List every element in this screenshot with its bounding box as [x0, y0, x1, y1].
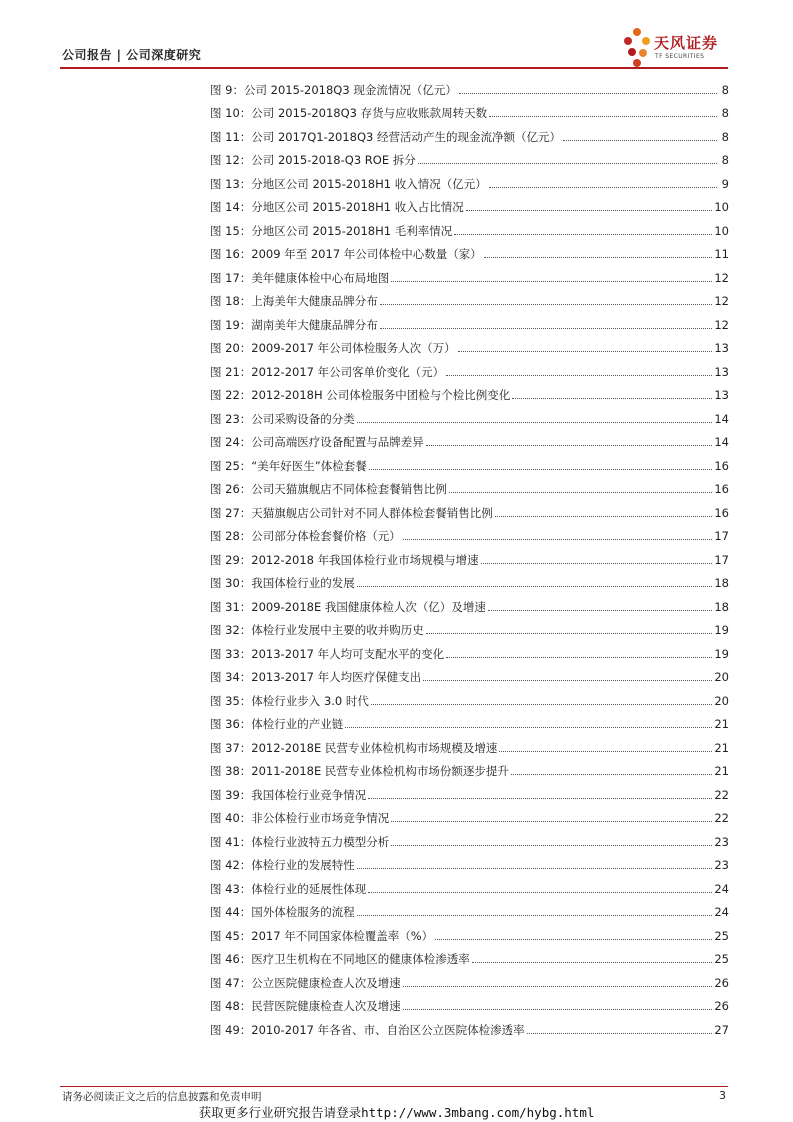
toc-label: 图 39：我国体检行业竞争情况	[210, 787, 367, 802]
toc-leader-dots	[380, 328, 713, 329]
toc-label: 图 44：国外体检服务的流程	[210, 905, 355, 919]
toc-row[interactable]	[210, 802, 729, 826]
toc-row[interactable]	[210, 755, 729, 779]
toc-page-number: 11	[714, 247, 729, 261]
toc-page-number: 27	[714, 1022, 729, 1037]
toc-row[interactable]	[210, 238, 729, 262]
toc-leader-dots	[371, 704, 712, 705]
toc-page-number: 8	[721, 129, 729, 144]
toc-label: 图 24：公司高端医疗设备配置与品牌差异	[210, 435, 424, 449]
toc-leader-dots	[563, 140, 717, 141]
toc-row[interactable]	[210, 73, 729, 97]
toc-row[interactable]	[210, 919, 729, 943]
toc-row[interactable]	[210, 966, 729, 990]
toc-label: 图 45：2017 年不同国家体检覆盖率（%）	[210, 928, 434, 943]
toc-row[interactable]	[210, 849, 729, 873]
toc-label: 图 31：2009-2018E 我国健康体检人次（亿）及增速	[210, 599, 486, 614]
toc-leader-dots	[435, 939, 712, 940]
toc-leader-dots	[418, 163, 717, 164]
toc-row[interactable]	[210, 191, 729, 215]
toc-label: 图 36：体检行业的产业链	[210, 717, 344, 731]
toc-page-number: 16	[714, 482, 729, 496]
toc-label: 图 27：天猫旗舰店公司针对不同人群体检套餐销售比例	[210, 505, 493, 520]
toc-row[interactable]	[210, 285, 729, 309]
toc-page-number: 8	[721, 106, 729, 120]
toc-leader-dots	[380, 304, 713, 305]
toc-leader-dots	[391, 821, 712, 822]
toc-row[interactable]	[210, 449, 729, 473]
toc-label: 图 18：上海美年大健康品牌分布	[210, 294, 378, 308]
toc-row[interactable]	[210, 637, 729, 661]
toc-label: 图 40：非公体检行业市场竞争情况	[210, 811, 390, 825]
toc-page-number: 16	[714, 458, 729, 473]
toc-leader-dots	[481, 563, 713, 564]
toc-page-number: 13	[714, 341, 729, 355]
toc-page-number: 14	[714, 411, 729, 426]
page-number: 3	[719, 1089, 726, 1102]
toc-row[interactable]	[210, 590, 729, 614]
toc-label: 图 9：公司 2015-2018Q3 现金流情况（亿元）	[210, 82, 457, 97]
footer-divider	[60, 1086, 728, 1087]
figure-list	[210, 73, 729, 1037]
toc-row[interactable]	[210, 661, 729, 685]
header-title: 公司报告 | 公司深度研究	[62, 48, 202, 62]
toc-label: 图 16：2009 年至 2017 年公司体检中心数量（家）	[210, 247, 482, 261]
toc-label: 图 34：2013-2017 年人均医疗保健支出	[210, 670, 422, 684]
toc-label: 图 20：2009-2017 年公司体检服务人次（万）	[210, 341, 456, 355]
toc-page-number: 20	[714, 670, 729, 684]
toc-leader-dots	[423, 680, 712, 681]
toc-label: 图 33：2013-2017 年人均可支配水平的变化	[210, 646, 445, 661]
toc-row[interactable]	[210, 896, 729, 920]
toc-leader-dots	[357, 422, 713, 423]
toc-page-number: 12	[714, 294, 729, 308]
toc-page-number: 12	[714, 317, 729, 332]
toc-label: 图 41：体检行业波特五力模型分析	[210, 834, 390, 849]
toc-page-number: 21	[714, 717, 729, 731]
toc-page-number: 8	[721, 82, 729, 97]
toc-label: 图 29：2012-2018 年我国体检行业市场规模与增速	[210, 552, 479, 567]
toc-leader-dots	[446, 657, 712, 658]
toc-page-number: 19	[714, 623, 729, 637]
toc-leader-dots	[357, 915, 713, 916]
toc-leader-dots	[459, 93, 717, 94]
toc-page-number: 25	[714, 952, 729, 966]
toc-label: 图 19：湖南美年大健康品牌分布	[210, 317, 378, 332]
toc-page-number: 26	[714, 975, 729, 990]
toc-label: 图 42：体检行业的发展特性	[210, 858, 355, 872]
toc-label: 图 10：公司 2015-2018Q3 存货与应收账款周转天数	[210, 106, 488, 120]
toc-row[interactable]	[210, 308, 729, 332]
toc-leader-dots	[454, 234, 712, 235]
toc-label: 图 21：2012-2017 年公司客单价变化（元）	[210, 364, 445, 379]
toc-leader-dots	[403, 1009, 713, 1010]
toc-leader-dots	[527, 1033, 713, 1034]
toc-row[interactable]	[210, 144, 729, 168]
toc-row[interactable]	[210, 872, 729, 896]
toc-page-number: 18	[714, 576, 729, 590]
toc-label: 图 46：医疗卫生机构在不同地区的健康体检渗透率	[210, 952, 470, 966]
toc-leader-dots	[403, 539, 713, 540]
toc-page-number: 18	[714, 599, 729, 614]
toc-leader-dots	[368, 798, 712, 799]
toc-label: 图 48：民营医院健康检查人次及增速	[210, 999, 401, 1013]
toc-row[interactable]	[210, 778, 729, 802]
toc-row[interactable]	[210, 355, 729, 379]
logo-subtitle: TF SECURITIES	[655, 53, 705, 60]
toc-label: 图 17：美年健康体检中心布局地图	[210, 270, 390, 285]
toc-leader-dots	[345, 727, 712, 728]
toc-row[interactable]	[210, 990, 729, 1014]
toc-row[interactable]	[210, 825, 729, 849]
toc-leader-dots	[391, 281, 712, 282]
toc-leader-dots	[512, 398, 712, 399]
toc-page-number: 10	[714, 223, 729, 238]
toc-leader-dots	[426, 445, 713, 446]
toc-label: 图 11：公司 2017Q1-2018Q3 经营活动产生的现金流净额（亿元）	[210, 129, 562, 144]
toc-leader-dots	[368, 892, 712, 893]
toc-row[interactable]	[210, 614, 729, 638]
toc-page-number: 26	[714, 999, 729, 1013]
toc-row[interactable]	[210, 1013, 729, 1037]
toc-page-number: 20	[714, 693, 729, 708]
toc-label: 图 15：分地区公司 2015-2018H1 毛利率情况	[210, 223, 453, 238]
toc-leader-dots	[499, 751, 712, 752]
toc-page-number: 10	[714, 200, 729, 214]
toc-leader-dots	[357, 586, 713, 587]
toc-label: 图 22：2012-2018H 公司体检服务中团检与个检比例变化	[210, 388, 511, 402]
toc-page-number: 25	[714, 928, 729, 943]
toc-page-number: 17	[714, 552, 729, 567]
toc-leader-dots	[488, 610, 712, 611]
toc-row[interactable]	[210, 543, 729, 567]
toc-label: 图 23：公司采购设备的分类	[210, 411, 355, 426]
toc-leader-dots	[426, 633, 713, 634]
toc-page-number: 12	[714, 270, 729, 285]
toc-leader-dots	[458, 351, 713, 352]
toc-row[interactable]	[210, 214, 729, 238]
toc-label: 图 12：公司 2015-2018-Q3 ROE 拆分	[210, 153, 416, 167]
toc-leader-dots	[489, 116, 717, 117]
toc-page-number: 22	[714, 811, 729, 825]
toc-row[interactable]	[210, 167, 729, 191]
toc-label: 图 47：公立医院健康检查人次及增速	[210, 975, 401, 990]
logo-mark-icon	[622, 26, 652, 70]
toc-label: 图 25：“美年好医生”体检套餐	[210, 458, 367, 473]
toc-leader-dots	[357, 868, 713, 869]
toc-label: 图 37：2012-2018E 民营专业体检机构市场规模及增速	[210, 740, 498, 755]
toc-leader-dots	[484, 257, 713, 258]
toc-page-number: 24	[714, 905, 729, 919]
toc-page-number: 14	[714, 435, 729, 449]
toc-leader-dots	[391, 845, 712, 846]
toc-page-number: 19	[714, 646, 729, 661]
toc-leader-dots	[472, 962, 713, 963]
company-logo	[622, 26, 742, 70]
toc-page-number: 16	[714, 505, 729, 520]
toc-row[interactable]	[210, 496, 729, 520]
toc-row[interactable]	[210, 473, 729, 497]
toc-row[interactable]	[210, 684, 729, 708]
header-divider	[60, 67, 728, 69]
toc-row[interactable]	[210, 261, 729, 285]
toc-row[interactable]	[210, 379, 729, 403]
footer-disclaimer: 请务必阅读正文之后的信息披露和免责申明	[62, 1091, 262, 1103]
toc-page-number: 13	[714, 364, 729, 379]
toc-label: 图 26：公司天猫旗舰店不同体检套餐销售比例	[210, 482, 447, 496]
toc-page-number: 21	[714, 764, 729, 778]
toc-leader-dots	[466, 210, 713, 211]
toc-label: 图 14：分地区公司 2015-2018H1 收入占比情况	[210, 200, 464, 214]
toc-label: 图 13：分地区公司 2015-2018H1 收入情况（亿元）	[210, 176, 487, 191]
toc-page-number: 23	[714, 834, 729, 849]
toc-leader-dots	[446, 375, 712, 376]
toc-page-number: 21	[714, 740, 729, 755]
toc-row[interactable]	[210, 943, 729, 967]
toc-label: 图 32：体检行业发展中主要的收并购历史	[210, 623, 424, 637]
toc-row[interactable]	[210, 731, 729, 755]
toc-leader-dots	[369, 469, 713, 470]
toc-row[interactable]	[210, 567, 729, 591]
toc-leader-dots	[489, 187, 717, 188]
toc-page-number: 17	[714, 529, 729, 543]
toc-row[interactable]	[210, 97, 729, 121]
toc-page-number: 9	[721, 176, 729, 191]
toc-label: 图 49：2010-2017 年各省、市、自治区公立医院体检渗透率	[210, 1022, 525, 1037]
toc-row[interactable]	[210, 520, 729, 544]
footer-link[interactable]: 获取更多行业研究报告请登录http://www.3mbang.com/hybg.html	[198, 1105, 595, 1120]
toc-page-number: 8	[721, 153, 729, 167]
toc-label: 图 28：公司部分体检套餐价格（元）	[210, 529, 401, 543]
toc-row[interactable]	[210, 120, 729, 144]
toc-page-number: 23	[714, 858, 729, 872]
toc-page-number: 13	[714, 388, 729, 402]
toc-leader-dots	[495, 516, 713, 517]
toc-row[interactable]	[210, 402, 729, 426]
toc-row[interactable]	[210, 426, 729, 450]
toc-page-number: 24	[714, 881, 729, 896]
logo-name: 天风证券	[654, 34, 719, 52]
toc-label: 图 30：我国体检行业的发展	[210, 576, 355, 590]
toc-leader-dots	[511, 774, 712, 775]
toc-label: 图 43：体检行业的延展性体现	[210, 881, 367, 896]
toc-label: 图 38：2011-2018E 民营专业体检机构市场份额逐步提升	[210, 764, 509, 778]
toc-row[interactable]	[210, 708, 729, 732]
toc-row[interactable]	[210, 332, 729, 356]
toc-leader-dots	[403, 986, 713, 987]
toc-label: 图 35：体检行业步入 3.0 时代	[210, 693, 369, 708]
toc-leader-dots	[449, 492, 713, 493]
toc-page-number: 22	[714, 787, 729, 802]
